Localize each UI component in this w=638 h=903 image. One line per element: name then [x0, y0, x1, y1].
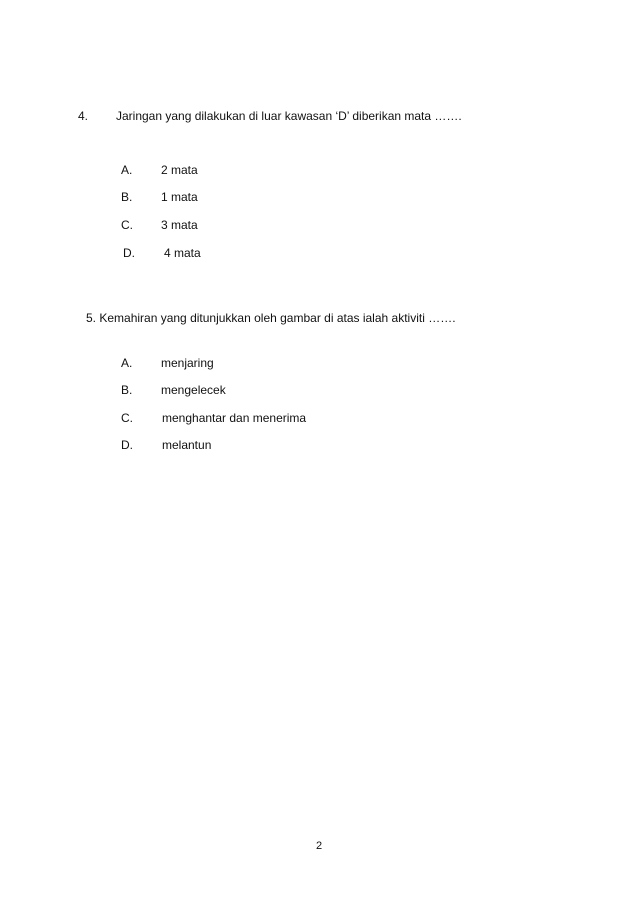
question-4-option-d-letter: D. — [123, 246, 135, 260]
question-4-option-b-letter: B. — [121, 190, 133, 204]
question-5-option-a-text: menjaring — [161, 356, 214, 370]
question-5-text: 5. Kemahiran yang ditunjukkan oleh gambar di atas ialah aktiviti ……. — [86, 311, 456, 325]
question-4-option-b-text: 1 mata — [161, 190, 198, 204]
question-4-number: 4. — [78, 109, 89, 123]
question-5-option-d-letter: D. — [121, 438, 133, 452]
question-5-option-d-text: melantun — [162, 438, 212, 452]
question-4-option-a-letter: A. — [121, 163, 133, 177]
question-4-option-d-text: 4 mata — [164, 246, 201, 260]
question-5-option-c-letter: C. — [121, 411, 133, 425]
question-5-option-a-letter: A. — [121, 356, 133, 370]
question-4-option-a-text: 2 mata — [161, 163, 198, 177]
question-5-option-b-letter: B. — [121, 383, 133, 397]
question-5-option-c-text: menghantar dan menerima — [162, 411, 307, 425]
question-4-text: Jaringan yang dilakukan di luar kawasan ‘D’ diberikan mata ……. — [116, 109, 462, 123]
page-number: 2 — [316, 840, 323, 852]
question-5-option-b-text: mengelecek — [161, 383, 226, 397]
question-4-option-c-text: 3 mata — [161, 218, 198, 232]
question-4-option-c-letter: C. — [121, 218, 133, 232]
